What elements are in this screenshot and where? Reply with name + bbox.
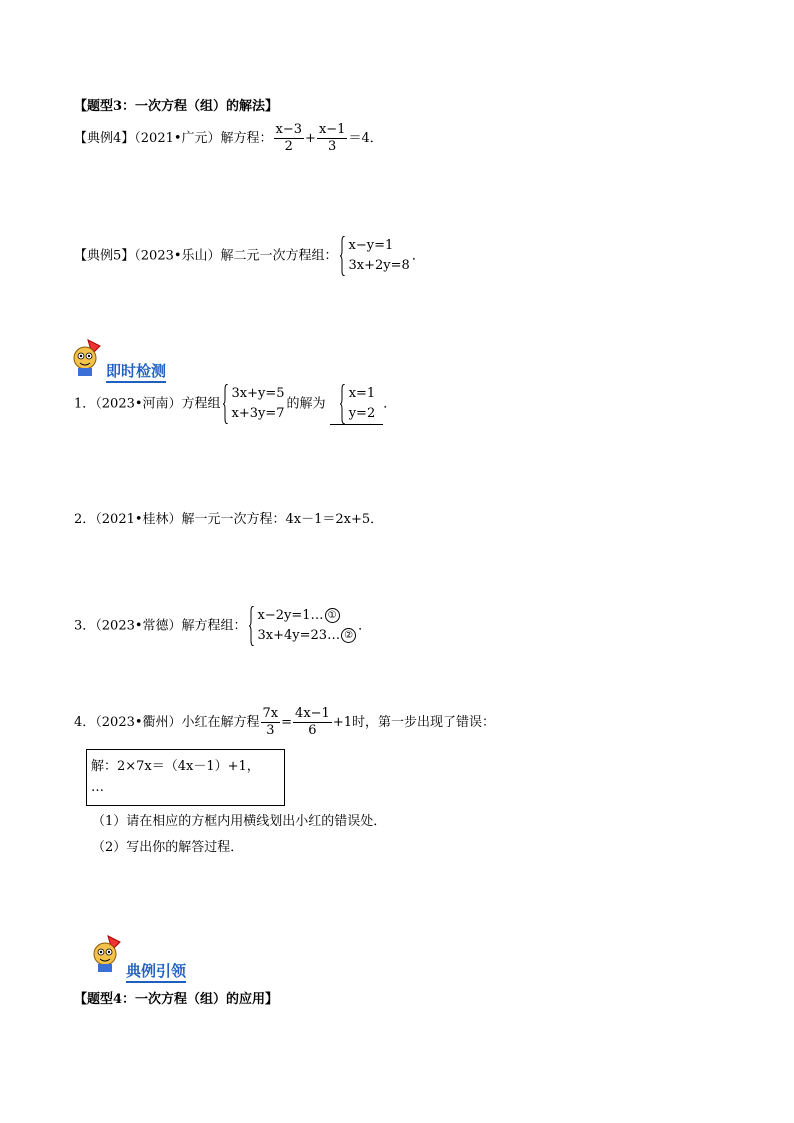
question-3	[74, 606, 371, 646]
brace-icon	[249, 606, 255, 646]
fraction-2-denominator: 3	[328, 139, 337, 154]
question-4-sub-2: （2）写出你的解答过程．	[92, 840, 244, 855]
section-title-example: 典例引领	[126, 960, 186, 983]
question-2: 2．（2021•桂林）解一元一次方程：4x－1＝2x+5．	[74, 512, 384, 527]
question-4-sub-1: （1）请在相应的方框内用横线划出小红的错误处．	[92, 814, 387, 829]
fraction-2-denominator: 6	[308, 723, 317, 738]
answer-row-1: x=1	[348, 386, 376, 401]
equation-system	[340, 236, 410, 276]
example-5-suffix: ．	[411, 248, 425, 264]
system-row-1	[258, 606, 357, 626]
type4-heading: 【题型4：一次方程（组）的应用】	[74, 992, 279, 1007]
example-4-suffix: ＝4．	[348, 131, 383, 146]
plus-one: +1	[332, 715, 352, 730]
section-header-example	[90, 934, 290, 980]
answer-system	[340, 384, 376, 424]
question-3-prefix: 3．（2023•常德）解方程组：	[74, 618, 247, 634]
question-3-suffix: ．	[358, 618, 372, 634]
fraction-2	[317, 122, 348, 155]
section-title-check: 即时检测	[106, 360, 166, 383]
brace-icon	[340, 236, 346, 276]
box-line-1: 解：2×7x＝（4x－1）+1，	[91, 759, 260, 774]
question-1	[74, 384, 396, 425]
system-row-2	[258, 626, 357, 646]
question-1-prefix: 1．（2023•河南）方程组	[74, 396, 221, 412]
circled-2: ②	[341, 628, 356, 643]
fraction-1	[274, 122, 305, 155]
question-4	[74, 706, 495, 739]
plus-sign: +	[305, 131, 316, 146]
circled-1: ①	[325, 608, 340, 623]
equals-sign: =	[281, 715, 293, 730]
system-row-1-text: x−2y=1…	[257, 608, 324, 623]
system-row-2: x+3y=7	[231, 406, 285, 421]
equation-system	[223, 384, 285, 424]
student-work-box	[86, 749, 285, 806]
example-5	[74, 236, 425, 276]
fraction-1-numerator: x−3	[275, 122, 303, 137]
example-5-prefix: 【典例5】（2023•乐山）解二元一次方程组：	[74, 248, 338, 264]
system-row-1: 3x+y=5	[231, 386, 285, 401]
answer-row-2: y=2	[348, 406, 376, 421]
system-row-2-text: 3x+4y=23…	[257, 628, 341, 643]
type3-heading: 【题型3：一次方程（组）的解法】	[74, 99, 279, 114]
fraction-2-numerator: x−1	[318, 122, 346, 137]
fraction-2-numerator: 4x−1	[295, 706, 330, 721]
pencil-mascot-icon	[90, 934, 124, 974]
question-4-suffix: 时，第一步出现了错误：	[352, 715, 496, 730]
question-1-mid: 的解为	[286, 396, 326, 412]
section-header-check	[70, 338, 270, 382]
system-row-2: 3x+2y=8	[348, 258, 410, 273]
fraction-1-denominator: 2	[284, 139, 293, 154]
box-line-2: …	[91, 780, 104, 795]
fraction-1-numerator: 7x	[262, 706, 279, 721]
brace-icon	[223, 384, 229, 424]
answer-blank	[330, 384, 384, 425]
question-4-prefix: 4．（2023•衢州）小红在解方程	[74, 715, 260, 730]
example-4	[74, 122, 383, 155]
brace-icon	[340, 384, 346, 424]
equation-system	[249, 606, 357, 646]
question-1-suffix: ．	[383, 396, 397, 412]
fraction-1-denominator: 3	[266, 723, 275, 738]
fraction-1	[261, 706, 281, 739]
fraction-2	[293, 706, 332, 739]
pencil-mascot-icon	[70, 338, 104, 378]
example-4-prefix: 【典例4】（2021•广元）解方程：	[74, 131, 273, 146]
system-row-1: x−y=1	[348, 238, 394, 253]
